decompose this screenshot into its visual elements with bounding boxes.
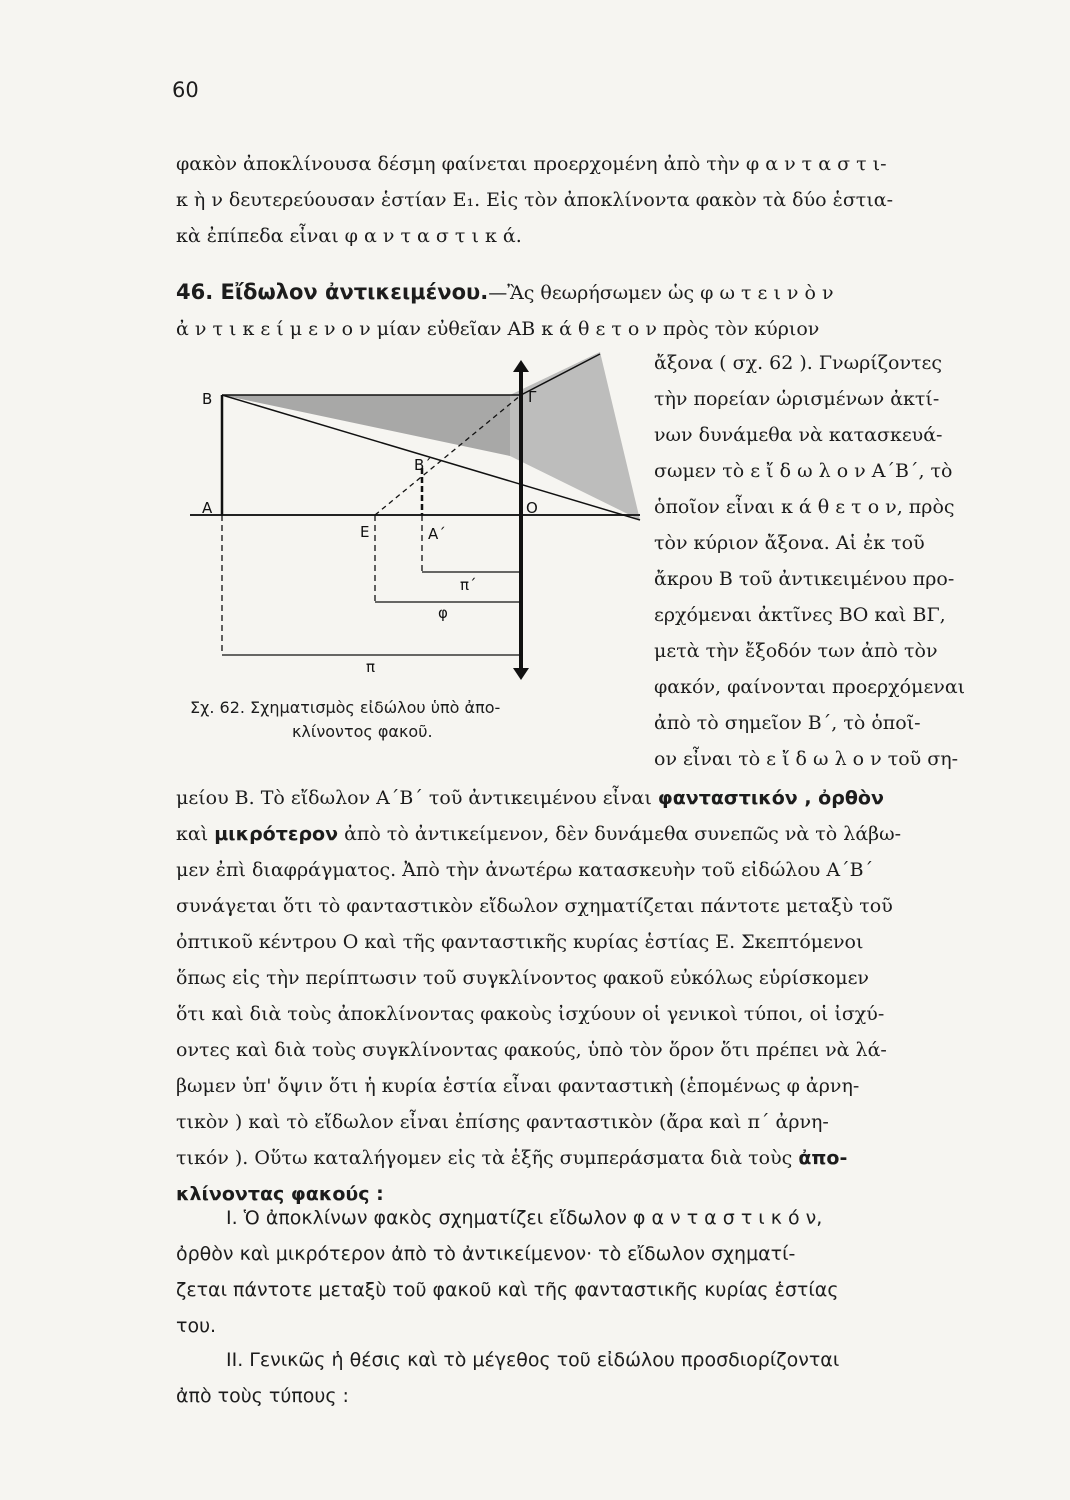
label-b-prime: Β΄ bbox=[414, 456, 432, 474]
section-title: 46. Εἴδωλον ἀντικειμένου. bbox=[176, 280, 489, 304]
right-line-11: ἀπὸ τὸ σημεῖον Β΄, τὸ ὁποῖ- bbox=[654, 712, 921, 734]
shaded-ray-region-top bbox=[222, 395, 510, 456]
body-line: συνάγεται ὅτι τὸ φανταστικὸν εἴδωλον σχηματίζεται πάντοτε μεταξὺ τοῦ bbox=[176, 895, 893, 917]
bold-term-diverging: ἀπο- bbox=[798, 1147, 848, 1169]
conclusion-1-line-1: I. Ὁ ἀποκλίνων φακὸς σχηματίζει εἴδωλον φ α ν τ α σ τ ι κ ό ν, bbox=[226, 1207, 823, 1229]
label-pi-prime: π΄ bbox=[460, 576, 477, 594]
lens-arrow-bottom bbox=[513, 668, 529, 680]
body-line: μεν ἐπὶ διαφράγματος. Ἀπὸ τὴν ἀνωτέρω κατασκευὴν τοῦ εἰδώλου Α΄Β΄ bbox=[176, 859, 874, 881]
lens-arrow-top bbox=[513, 360, 529, 372]
caption-line-1: Σχ. 62. Σχηματισμὸς εἰδώλου ὑπὸ ἀπο- bbox=[190, 698, 501, 717]
section-line-2: ἀ ν τ ι κ ε ί μ ε ν ο ν μίαν εὐθεῖαν ΑΒ κ ά θ ε τ ο ν πρὸς τὸν κύριον bbox=[176, 318, 820, 340]
bold-term-lenses: κλίνοντας φακούς : bbox=[176, 1183, 384, 1205]
label-b: Β bbox=[202, 390, 213, 408]
conclusion-1 bbox=[176, 1200, 1024, 1344]
intro-line-1: φακὸν ἀποκλίνουσα δέσμη φαίνεται προερχομένη ἀπὸ τὴν φ α ν τ α σ τ ι- bbox=[176, 153, 887, 175]
right-line-3: νων δυνάμεθα νὰ κατασκευά- bbox=[654, 424, 943, 446]
right-line-10: φακόν, φαίνονται προερχόμεναι bbox=[654, 676, 966, 698]
body-line: ὅτι καὶ διὰ τοὺς ἀποκλίνοντας φακοὺς ἰσχύουν οἱ γενικοὶ τύποι, οἱ ἰσχύ- bbox=[176, 1003, 885, 1025]
page-number: 60 bbox=[172, 78, 199, 102]
section-heading-rest: —Ἂς θεωρήσωμεν ὡς φ ω τ ε ι ν ὸ ν bbox=[488, 282, 834, 304]
body-text: μείου Β. Τὸ εἴδωλον Α΄Β΄ τοῦ ἀντικειμένου εἶναι bbox=[176, 787, 658, 809]
bold-term-virtual-upright: φανταστικόν , ὀρθὸν bbox=[657, 787, 884, 809]
conclusion-2-line-2: ἀπὸ τοὺς τύπους : bbox=[176, 1385, 349, 1407]
figure-62-diagram bbox=[170, 340, 650, 695]
label-o: Ο bbox=[526, 499, 538, 517]
section-heading bbox=[176, 274, 1024, 347]
body-text: καὶ bbox=[176, 823, 215, 845]
body-line: οντες καὶ διὰ τοὺς συγκλίνοντας φακούς, ὑπὸ τὸν ὅρον ὅτι πρέπει νὰ λά- bbox=[176, 1039, 887, 1061]
body-line: ὀπτικοῦ κέντρου Ο καὶ τῆς φανταστικῆς κυρίας ἑστίας Ε. Σκεπτόμενοι bbox=[176, 931, 864, 953]
caption-line-2: κλίνοντος φακοῦ. bbox=[292, 722, 433, 741]
label-pi: π bbox=[366, 658, 376, 676]
body-line: τικὸν ) καὶ τὸ εἴδωλον εἶναι ἐπίσης φανταστικὸν (ἄρα καὶ π΄ ἀρνη- bbox=[176, 1111, 829, 1133]
intro-paragraph bbox=[176, 146, 1024, 254]
body-text: ἀπὸ τὸ ἀντικείμενον, δὲν δυνάμεθα συνεπῶς νὰ τὸ λάβω- bbox=[338, 823, 902, 845]
right-line-4: σωμεν τὸ ε ἴ δ ω λ ο ν Α΄Β΄, τὸ bbox=[654, 460, 953, 482]
body-paragraph bbox=[176, 780, 1024, 1212]
label-a-prime: Α΄ bbox=[428, 525, 446, 543]
right-line-9: μετὰ τὴν ἔξοδόν των ἀπὸ τὸν bbox=[654, 640, 938, 662]
label-a: Α bbox=[202, 499, 213, 517]
label-e: Ε bbox=[360, 523, 370, 541]
right-line-5: ὁποῖον εἶναι κ ά θ ε τ ο ν, πρὸς bbox=[654, 496, 955, 518]
body-line: βωμεν ὑπ' ὄψιν ὅτι ἡ κυρία ἑστία εἶναι φανταστικὴ (ἑπομένως φ ἀρνη- bbox=[176, 1075, 860, 1097]
body-text: τικόν ). Οὕτω καταλήγομεν εἰς τὰ ἑξῆς συμπεράσματα διὰ τοὺς bbox=[176, 1147, 799, 1169]
label-g: Γ bbox=[528, 388, 537, 406]
right-line-1: ἄξονα ( σχ. 62 ). Γνωρίζοντες bbox=[654, 352, 943, 374]
right-line-12: ον εἶναι τὸ ε ἴ δ ω λ ο ν τοῦ ση- bbox=[654, 748, 959, 770]
intro-line-2: κ ὴ ν δευτερεύουσαν ἑστίαν Ε₁. Εἰς τὸν ἀποκλίνοντα φακὸν τὰ δύο ἑστια- bbox=[176, 189, 894, 211]
figure-caption bbox=[190, 696, 640, 744]
bold-term-smaller: μικρότερον bbox=[214, 823, 339, 845]
right-line-7: ἄκρου Β τοῦ ἀντικειμένου προ- bbox=[654, 568, 955, 590]
right-line-2: τὴν πορείαν ὡρισμένων ἀκτί- bbox=[654, 388, 940, 410]
conclusion-1-line-4: του. bbox=[176, 1315, 217, 1337]
conclusion-1-line-3: ζεται πάντοτε μεταξὺ τοῦ φακοῦ καὶ τῆς φανταστικῆς κυρίας ἑστίας bbox=[176, 1279, 839, 1301]
conclusion-2-line-1: II. Γενικῶς ἡ θέσις καὶ τὸ μέγεθος τοῦ εἰδώλου προσδιορίζονται bbox=[226, 1349, 840, 1371]
shaded-ray-region-right bbox=[510, 352, 640, 520]
label-phi: φ bbox=[438, 604, 448, 622]
conclusion-1-line-2: ὀρθὸν καὶ μικρότερον ἀπὸ τὸ ἀντικείμενον· τὸ εἴδωλον σχηματί- bbox=[176, 1243, 796, 1265]
right-line-6: τὸν κύριον ἄξονα. Αἱ ἐκ τοῦ bbox=[654, 532, 925, 554]
intro-line-3: κὰ ἐπίπεδα εἶναι φ α ν τ α σ τ ι κ ά. bbox=[176, 225, 522, 247]
right-column-text bbox=[654, 345, 1024, 777]
right-line-8: ερχόμεναι ἀκτῖνες ΒΟ καὶ ΒΓ, bbox=[654, 604, 946, 626]
body-line: ὅπως εἰς τὴν περίπτωσιν τοῦ συγκλίνοντος φακοῦ εὐκόλως εὑρίσκομεν bbox=[176, 967, 869, 989]
conclusion-2 bbox=[176, 1342, 1024, 1414]
